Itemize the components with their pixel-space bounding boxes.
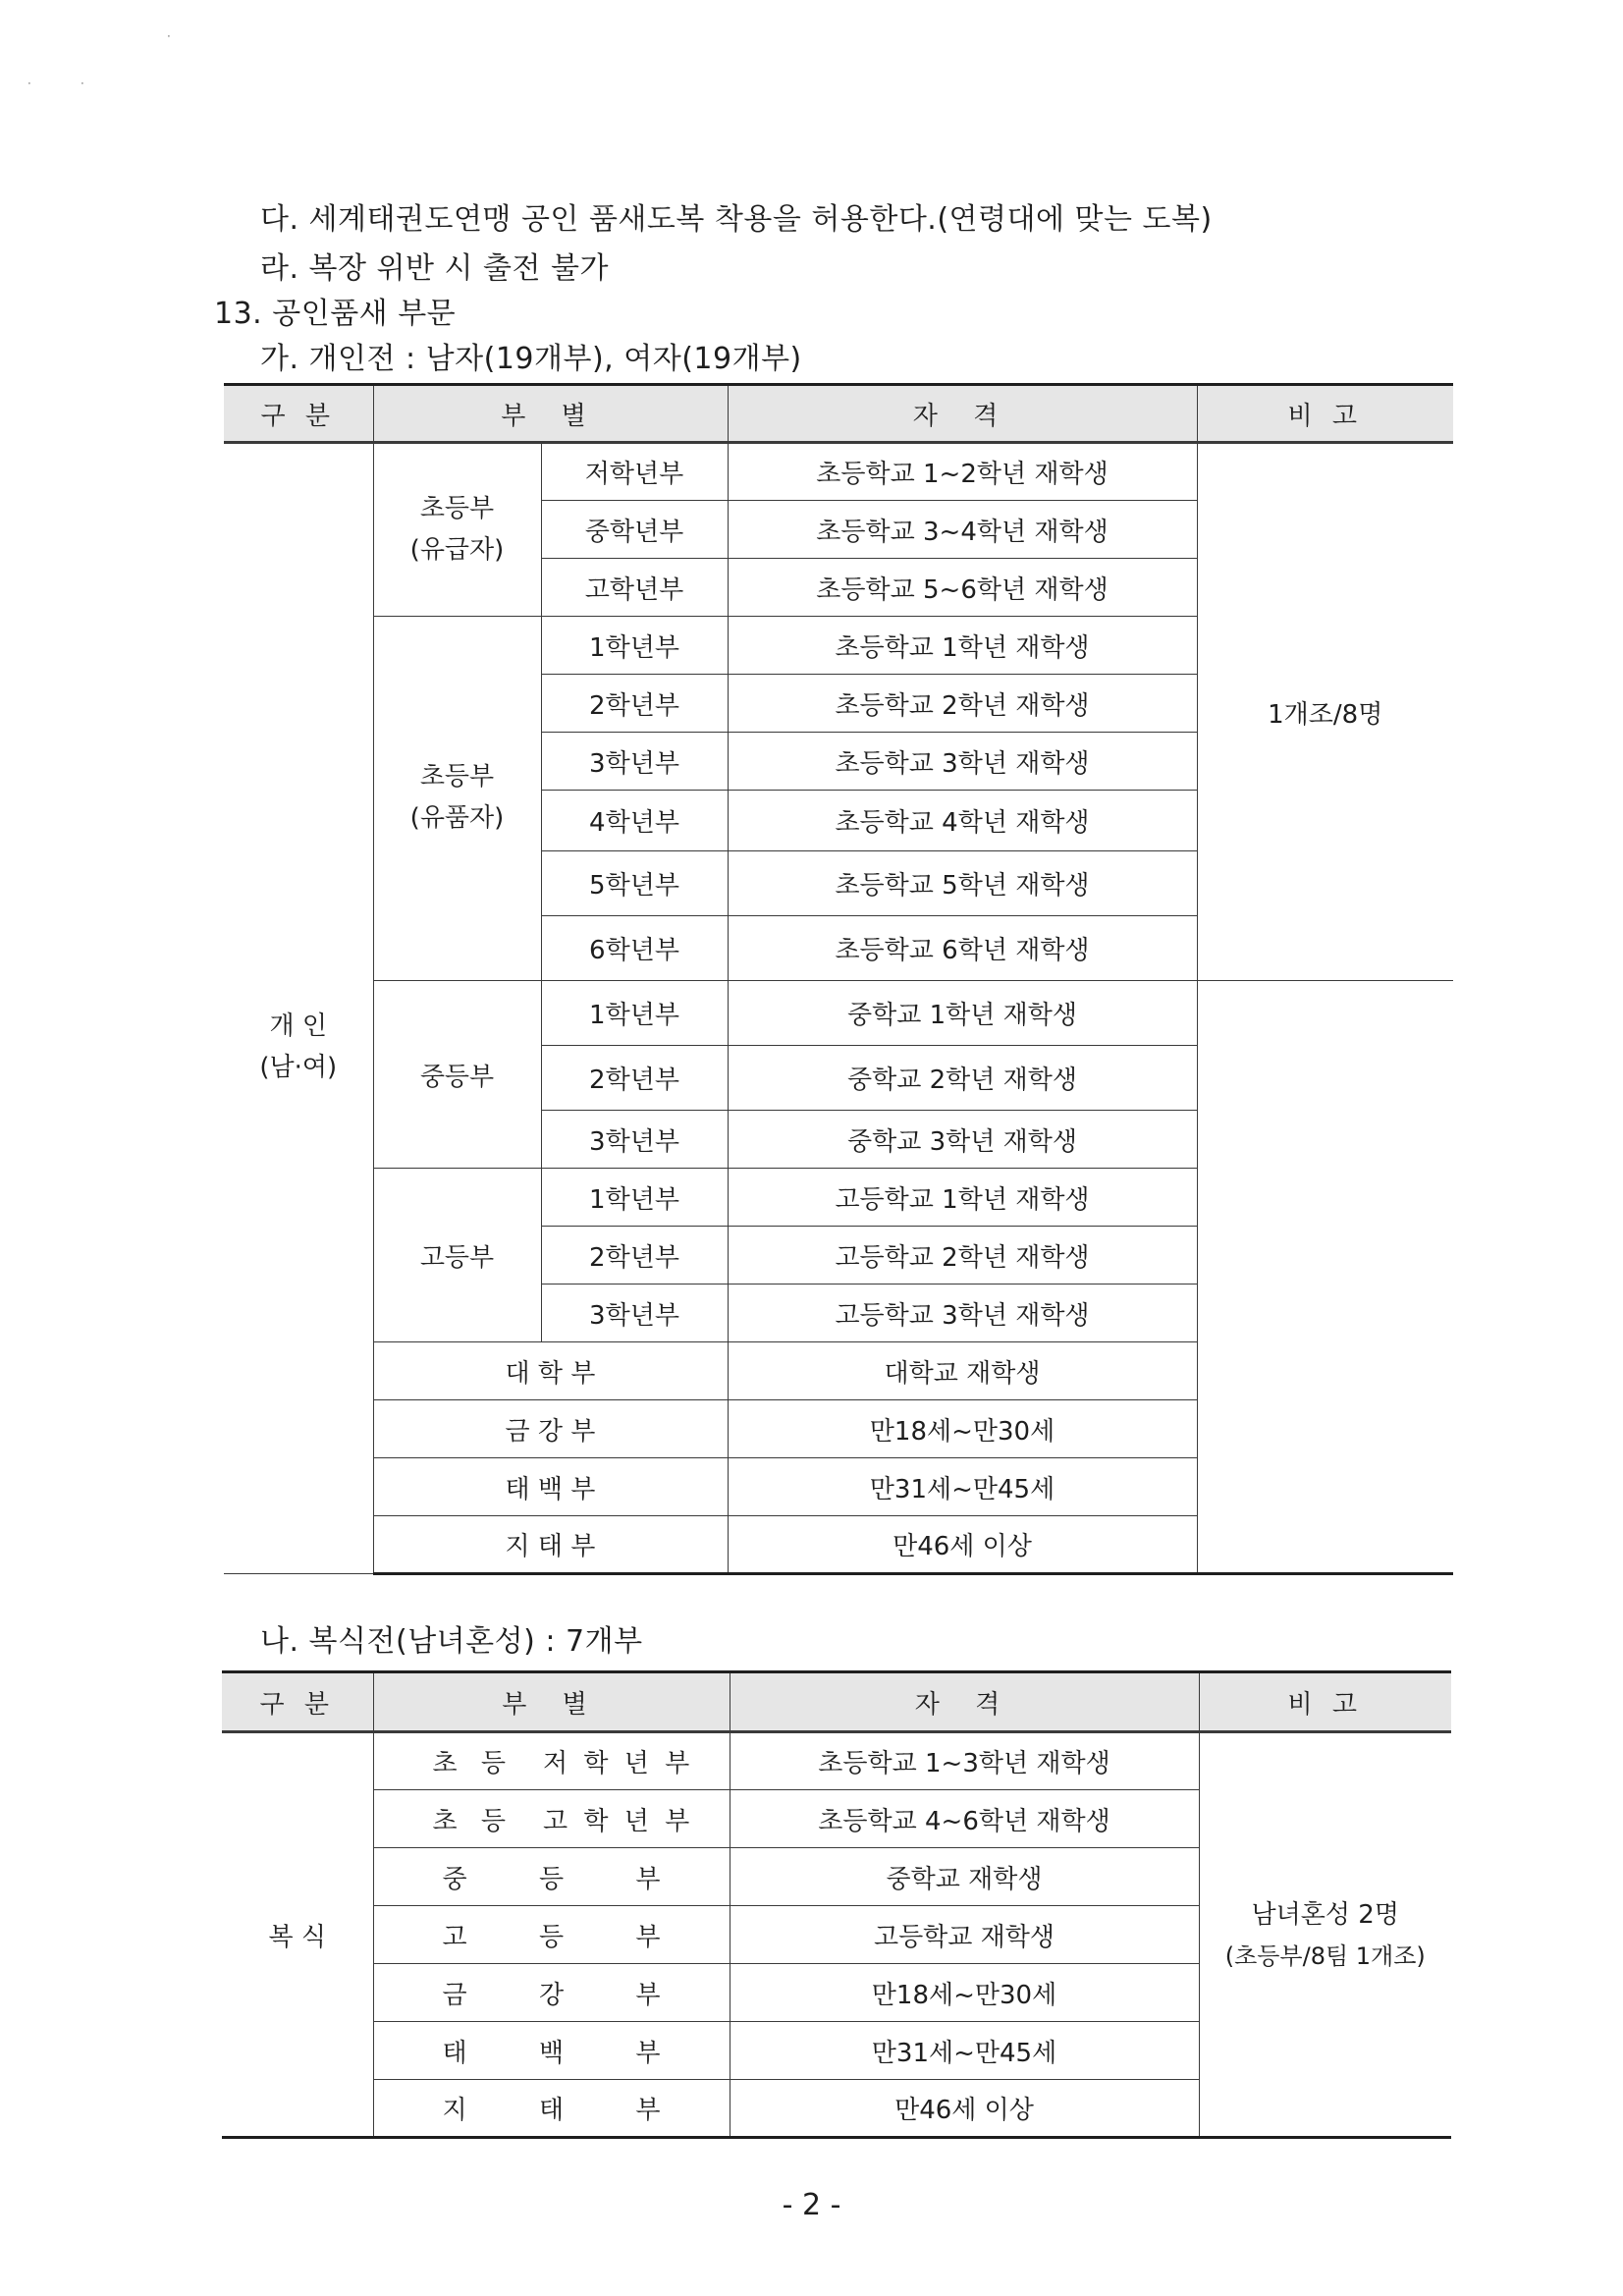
qualification-cell: 고등학교 3학년 재학생 [728, 1285, 1197, 1342]
note-line-1: 남녀혼성 2명 [1251, 1899, 1399, 1930]
qualification-cell: 만31세~만45세 [728, 1458, 1197, 1516]
qualification-cell: 고등학교 2학년 재학생 [728, 1227, 1197, 1285]
division-cell: 금 강 부 [373, 1964, 730, 2022]
division-cell: 3학년부 [541, 1111, 728, 1169]
division-cell: 6학년부 [541, 916, 728, 981]
note-cell [1199, 1732, 1451, 2138]
division-cell: 초 등 고 학 년 부 [373, 1790, 730, 1848]
group-high: 고등부 [373, 1169, 541, 1342]
doubles-division-table [222, 1670, 1451, 2139]
qualification-cell: 초등학교 1~3학년 재학생 [730, 1732, 1199, 1790]
qualification-cell: 고등학교 1학년 재학생 [728, 1169, 1197, 1227]
division-cell: 2학년부 [541, 1046, 728, 1111]
division-cell: 중 등 부 [373, 1848, 730, 1906]
header-qualification: 자 격 [730, 1672, 1199, 1732]
header-qualification: 자 격 [728, 385, 1197, 443]
qualification-cell: 중학교 3학년 재학생 [728, 1111, 1197, 1169]
note-cell-empty [1197, 981, 1453, 1574]
scan-speck: · [167, 29, 171, 43]
category-individual: 개 인 (남·여) [224, 443, 373, 1574]
header-division: 부 별 [373, 385, 728, 443]
group-middle: 중등부 [373, 981, 541, 1169]
page-number: - 2 - [782, 2188, 841, 2222]
group-elementary-poom: 초등부 (유품자) [373, 617, 541, 981]
division-cell: 초 등 저 학 년 부 [373, 1732, 730, 1790]
individual-division-table [224, 383, 1453, 1575]
division-cell: 고학년부 [541, 559, 728, 617]
qualification-cell: 초등학교 5학년 재학생 [728, 851, 1197, 916]
division-cell: 5학년부 [541, 851, 728, 916]
qualification-cell: 초등학교 4~6학년 재학생 [730, 1790, 1199, 1848]
subheading-doubles: 나. 복식전(남녀혼성) : 7개부 [260, 1624, 643, 1659]
line-da: 다. 세계태권도연맹 공인 품새도복 착용을 허용한다.(연령대에 맞는 도복) [260, 202, 1213, 237]
scan-speck: · [27, 77, 31, 90]
qualification-cell: 고등학교 재학생 [730, 1906, 1199, 1964]
division-cell: 지 태 부 [373, 2080, 730, 2138]
qualification-cell: 만46세 이상 [730, 2080, 1199, 2138]
category-doubles: 복 식 [222, 1732, 373, 2138]
qualification-cell: 만31세~만45세 [730, 2022, 1199, 2080]
qualification-cell: 중학교 1학년 재학생 [728, 981, 1197, 1046]
header-division: 부 별 [373, 1672, 730, 1732]
qualification-cell: 초등학교 2학년 재학생 [728, 675, 1197, 733]
division-cell: 저학년부 [541, 443, 728, 501]
qualification-cell: 만18세~만30세 [728, 1400, 1197, 1458]
division-cell: 1학년부 [541, 1169, 728, 1227]
division-cell: 2학년부 [541, 1227, 728, 1285]
qualification-cell: 중학교 재학생 [730, 1848, 1199, 1906]
qualification-cell: 초등학교 6학년 재학생 [728, 916, 1197, 981]
line-ra: 라. 복장 위반 시 출전 불가 [260, 251, 610, 286]
qualification-cell: 초등학교 1~2학년 재학생 [728, 443, 1197, 501]
division-cell: 지 태 부 [373, 1516, 728, 1574]
qualification-cell: 초등학교 3학년 재학생 [728, 733, 1197, 791]
division-cell: 4학년부 [541, 791, 728, 851]
header-category: 구 분 [224, 385, 373, 443]
header-note: 비 고 [1197, 385, 1453, 443]
qualification-cell: 초등학교 5~6학년 재학생 [728, 559, 1197, 617]
header-category: 구 분 [222, 1672, 373, 1732]
header-note: 비 고 [1199, 1672, 1451, 1732]
qualification-cell: 초등학교 3~4학년 재학생 [728, 501, 1197, 559]
division-cell: 2학년부 [541, 675, 728, 733]
section-13-heading: 13. 공인품새 부문 [214, 297, 457, 331]
qualification-cell: 만18세~만30세 [730, 1964, 1199, 2022]
qualification-cell: 대학교 재학생 [728, 1342, 1197, 1400]
note-line-2: (초등부/8팀 1개조) [1224, 1941, 1426, 1970]
division-cell: 태 백 부 [373, 2022, 730, 2080]
division-cell: 고 등 부 [373, 1906, 730, 1964]
note-cell: 1개조/8명 [1197, 443, 1453, 981]
scan-speck: · [81, 77, 84, 90]
division-cell: 1학년부 [541, 981, 728, 1046]
division-cell: 1학년부 [541, 617, 728, 675]
group-elementary-paid: 초등부 (유급자) [373, 443, 541, 617]
qualification-cell: 초등학교 1학년 재학생 [728, 617, 1197, 675]
qualification-cell: 초등학교 4학년 재학생 [728, 791, 1197, 851]
qualification-cell: 중학교 2학년 재학생 [728, 1046, 1197, 1111]
division-cell: 3학년부 [541, 733, 728, 791]
subheading-individual: 가. 개인전 : 남자(19개부), 여자(19개부) [260, 342, 802, 376]
division-cell: 중학년부 [541, 501, 728, 559]
division-cell: 3학년부 [541, 1285, 728, 1342]
qualification-cell: 만46세 이상 [728, 1516, 1197, 1574]
division-cell: 태 백 부 [373, 1458, 728, 1516]
division-cell: 금 강 부 [373, 1400, 728, 1458]
division-cell: 대 학 부 [373, 1342, 728, 1400]
